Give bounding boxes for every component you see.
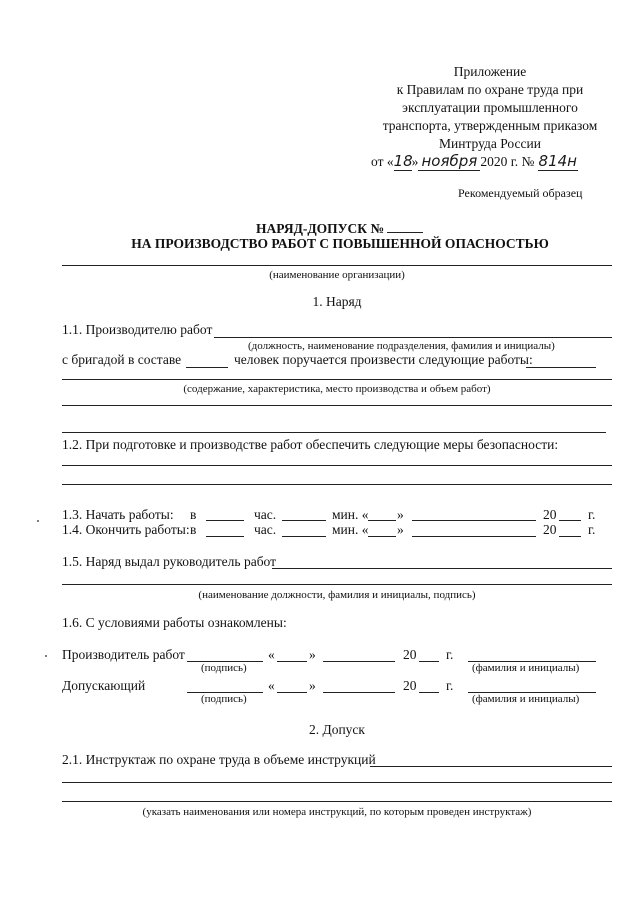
start-quote-close: » [397,507,404,522]
instructions-caption: (указать наименования или номера инструкций, по которым проведен инструктаж) [142,806,532,818]
admitter-row-label: Допускающий [62,678,146,693]
end-v: в [190,522,197,537]
start-day-field[interactable] [368,520,396,521]
s1-3-label: 1.3. Начать работы: [62,507,174,522]
end-year-prefix: 20 [543,522,557,537]
producer-fio-caption: (фамилия и инициалы) [472,662,580,674]
issuer-field-1[interactable] [272,568,612,569]
end-minutes-label: мин. « [332,522,369,537]
producer-caption: (должность, наименование подразделения, фамилия и инициалы) [248,340,555,352]
org-name-caption: (наименование организации) [269,269,405,281]
start-v: в [190,507,197,522]
section1-heading: 1. Наряд [312,294,362,309]
issuer-caption: (наименование должности, фамилия и инициалы, подпись) [198,589,476,601]
handwritten-order-number: 814н [538,152,577,170]
producer-month-field[interactable] [323,661,395,662]
start-minutes-label: мин. « [332,507,369,522]
issuer-field-2[interactable] [62,584,612,585]
date-year-text: 2020 г. № [480,154,535,169]
brigade-size-field[interactable] [186,367,228,368]
start-year-field[interactable] [559,520,581,521]
producer-quote-close: » [309,647,316,662]
instructions-field-1[interactable] [370,766,612,767]
start-month-field[interactable] [412,520,536,521]
works-field-1[interactable] [62,379,612,380]
brigade-prefix: с бригадой в составе [62,352,182,367]
admitter-day-field[interactable] [277,692,307,693]
permit-subtitle: НА ПРОИЗВОДСТВО РАБОТ С ПОВЫШЕННОЙ ОПАСНОСТЬЮ [131,236,549,251]
handwritten-month: ноября [418,152,480,171]
date-mid-quote: » [411,154,419,169]
producer-year-field[interactable] [419,661,439,662]
annex-operation-line: эксплуатации промышленного [402,100,578,115]
date-prefix: от « [371,154,394,169]
org-name-field[interactable] [62,265,612,266]
annex-rules-line: к Правилам по охране труда при [396,82,584,97]
permit-title-text: НАРЯД-ДОПУСК № [256,221,385,236]
s1-6-label: 1.6. С условиями работы ознакомлены: [62,615,287,630]
end-year-suffix: г. [588,522,596,537]
s1-5-label: 1.5. Наряд выдал руководитель работ [62,554,277,569]
safety-field-2[interactable] [62,484,612,485]
end-month-field[interactable] [412,536,536,537]
scan-speck [45,655,47,657]
annex-approved-line: транспорта, утвержденным приказом [382,118,598,133]
producer-year-prefix: 20 [403,647,417,662]
permit-number-field[interactable] [387,220,423,233]
brigade-suffix: человек поручается произвести следующие работы: [234,352,533,367]
admitter-year-prefix: 20 [403,678,417,693]
admitter-month-field[interactable] [323,692,395,693]
scan-speck [37,520,39,522]
s1-1-label: 1.1. Производителю работ [62,322,213,337]
producer-row-label: Производитель работ [62,647,185,662]
annex-label: Приложение [453,64,527,79]
end-quote-close: » [397,522,404,537]
admitter-quote-close: » [309,678,316,693]
admitter-year-suffix: г. [446,678,454,693]
s1-4-label: 1.4. Окончить работы: [62,522,190,537]
producer-year-suffix: г. [446,647,454,662]
producer-field[interactable] [214,337,612,338]
permit-title [256,220,423,237]
annex-ministry-line: Минтруда России [439,136,541,151]
admitter-year-field[interactable] [419,692,439,693]
start-minutes-field[interactable] [282,520,326,521]
end-year-field[interactable] [559,536,581,537]
admitter-fio-caption: (фамилия и инициалы) [472,693,580,705]
end-day-field[interactable] [368,536,396,537]
end-minutes-field[interactable] [282,536,326,537]
order-date-line [371,152,578,171]
start-hours-label: час. [254,507,277,522]
producer-signature-caption: (подпись) [201,662,247,674]
start-year-suffix: г. [588,507,596,522]
s1-2-label: 1.2. При подготовке и производстве работ обеспечить следующие меры безопасности: [62,437,559,452]
safety-field-1[interactable] [62,465,612,466]
handwritten-day: 18 [393,152,413,170]
producer-quote-open: « [268,647,275,662]
producer-day-field[interactable] [277,661,307,662]
recommended-sample: Рекомендуемый образец [458,186,583,200]
instructions-field-2[interactable] [62,782,612,783]
end-hours-label: час. [254,522,277,537]
admitter-signature-caption: (подпись) [201,693,247,705]
start-year-prefix: 20 [543,507,557,522]
works-field-3[interactable] [62,432,606,433]
section2-heading: 2. Допуск [309,722,365,737]
end-hours-field[interactable] [206,536,244,537]
works-start-field[interactable] [526,367,596,368]
instructions-field-3[interactable] [62,801,612,802]
works-field-2[interactable] [62,405,612,406]
s2-1-label: 2.1. Инструктаж по охране труда в объеме инструкций [62,752,376,767]
start-hours-field[interactable] [206,520,244,521]
works-caption: (содержание, характеристика, место производства и объем работ) [183,383,491,395]
admitter-quote-open: « [268,678,275,693]
